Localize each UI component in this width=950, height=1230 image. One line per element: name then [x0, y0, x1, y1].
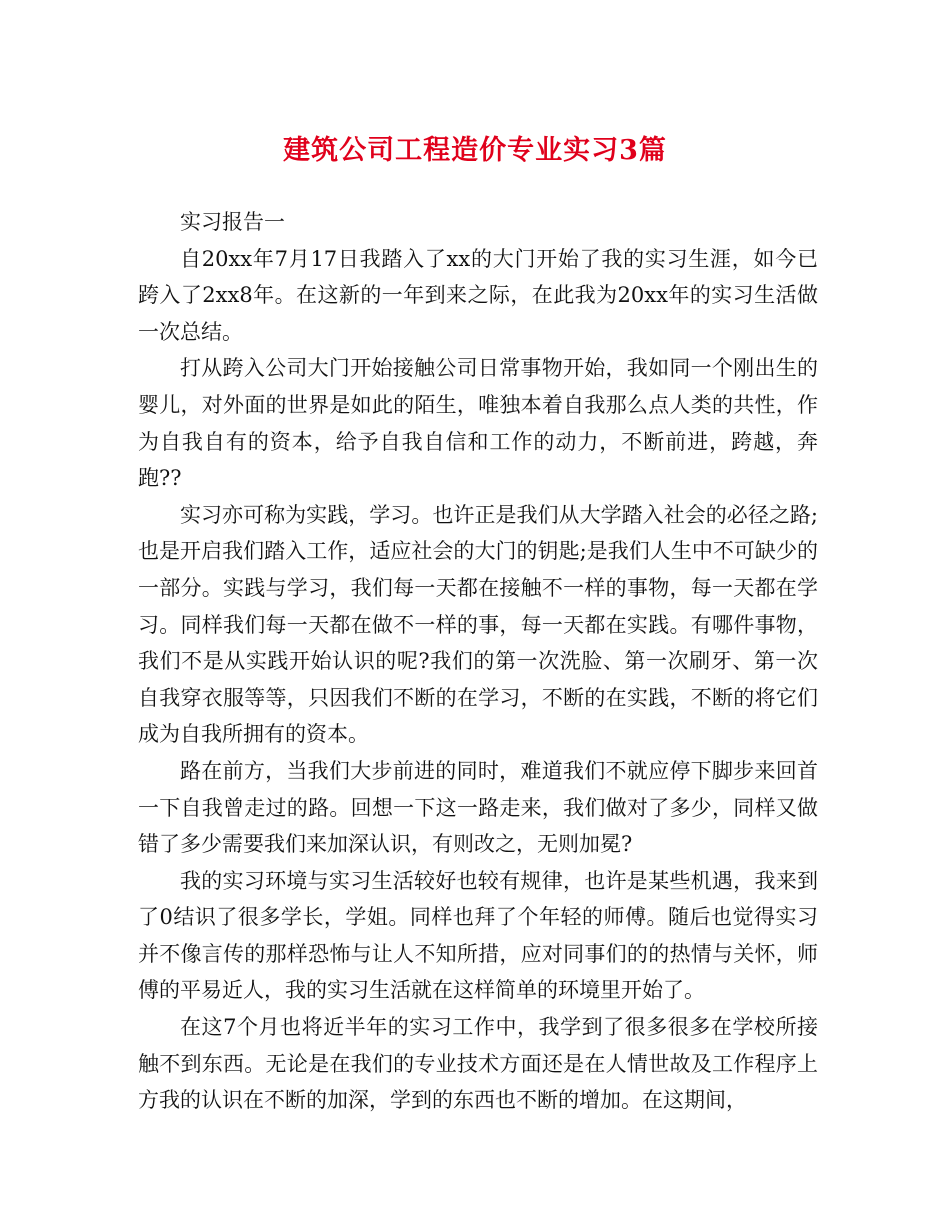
paragraph-2: 打从跨入公司大门开始接触公司日常事物开始，我如同一个刚出生的婴儿，对外面的世界是如此的陌生，唯独本着自我那么点人类的共性，作为自我自有的资本，给予自我自信和工作的动力，不断前进，跨越，奔跑?? — [138, 356, 818, 491]
paragraph-5: 我的实习环境与实习生活较好也较有规律，也许是某些机遇，我来到了0结识了很多学长，学姐。同样也拜了个年轻的师傅。随后也觉得实习并不像言传的那样恐怖与让人不知所措，应对同事们的的热情与关怀，师傅的平易近人，我的实习生活就在这样简单的环境里开始了。 — [138, 868, 818, 1003]
paragraph-6: 在这7个月也将近半年的实习工作中，我学到了很多很多在学校所接触不到东西。无论是在我们的专业技术方面还是在人情世故及工作程序上方我的认识在不断的加深，学到的东西也不断的增加。在这期间， — [138, 1015, 818, 1113]
document-body — [138, 204, 818, 1119]
section-heading: 实习报告一 — [180, 210, 285, 234]
paragraph-4: 路在前方，当我们大步前进的同时，难道我们不就应停下脚步来回首一下自我曾走过的路。回想一下这一路走来，我们做对了多少，同样又做错了多少需要我们来加深认识，有则改之，无则加冕? — [138, 758, 818, 857]
paragraph-1: 自20xx年7月17日我踏入了xx的大门开始了我的实习生涯，如今已跨入了2xx8年。在这新的一年到来之际，在此我为20xx年的实习生活做一次总结。 — [138, 246, 818, 344]
paragraph-3: 实习亦可称为实践，学习。也许正是我们从大学踏入社会的必径之路;也是开启我们踏入工作，适应社会的大门的钥匙;是我们人生中不可缺少的一部分。实践与学习，我们每一天都在接触不一样的事物，每一天都在学习。同样我们每一天都在做不一样的事，每一天都在实践。有哪件事物，我们不是从实践开始认识的呢?我们的第一次洗脸、第一次刷牙、第一次自我穿衣服等等，只因我们不断的在学习，不断的在实践，不断的将它们成为自我所拥有的资本。 — [138, 502, 818, 747]
document-title: 建筑公司工程造价专业实习3篇 — [283, 135, 667, 166]
